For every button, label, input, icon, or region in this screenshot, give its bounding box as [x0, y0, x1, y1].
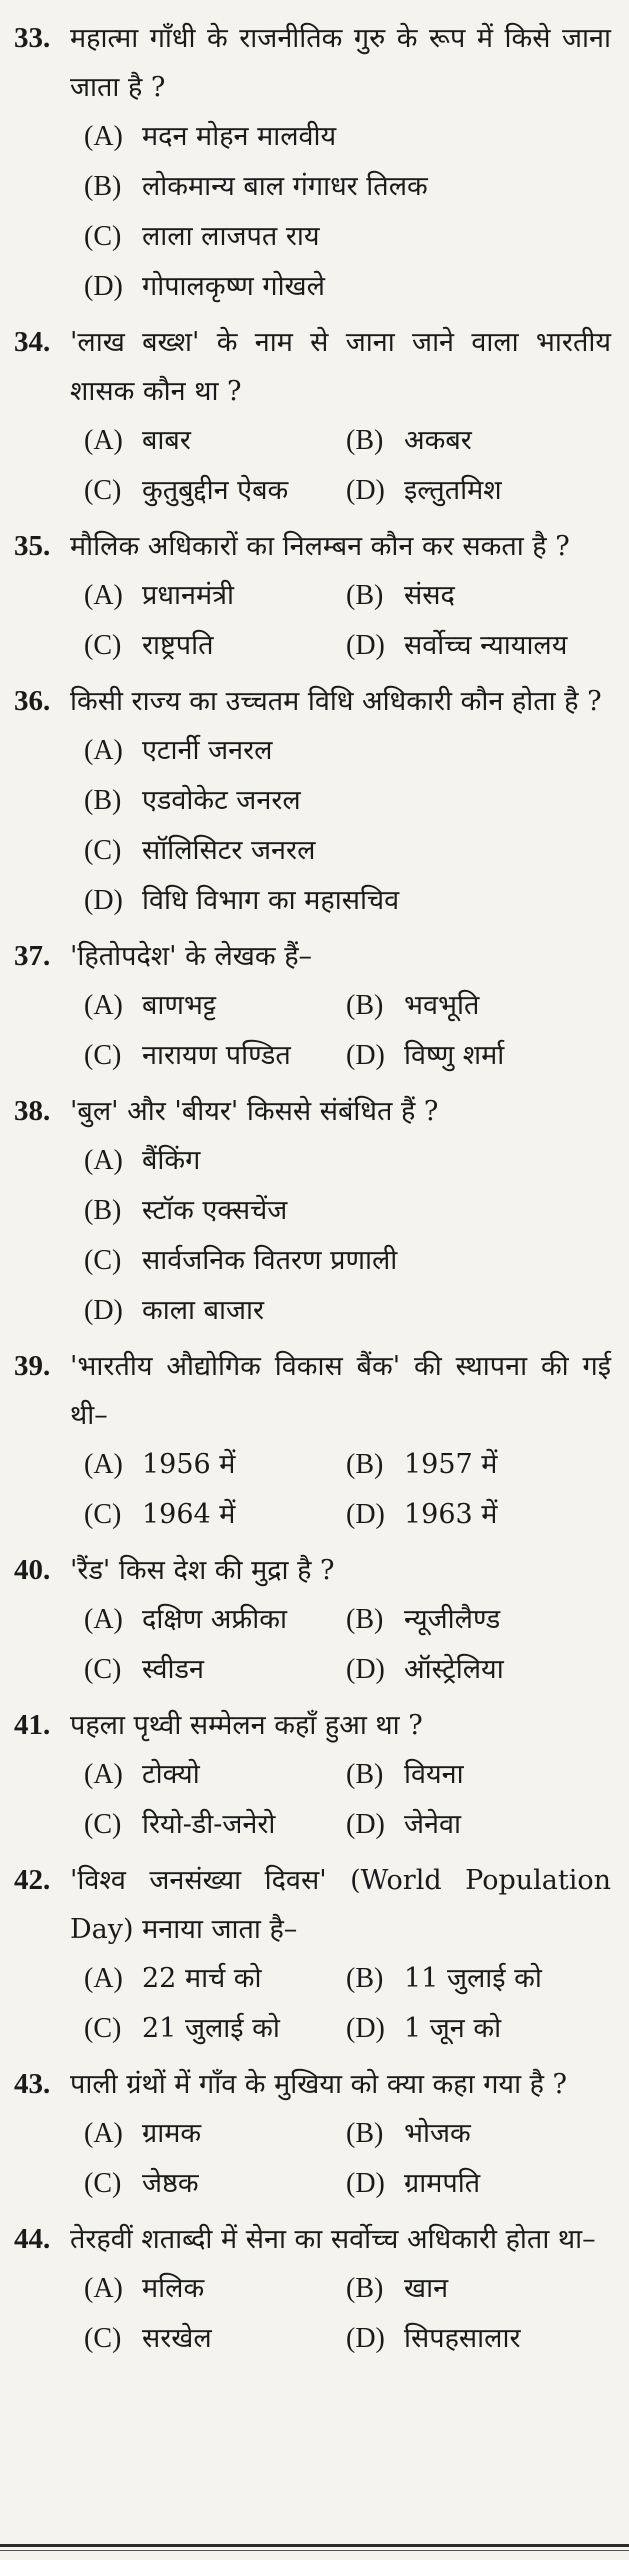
question-text: 'भारतीय औद्योगिक विकास बैंक' की स्थापना की गई थी–	[70, 1351, 611, 1431]
option-label: (C)	[84, 1654, 122, 1685]
option-b[interactable]	[346, 1440, 611, 1490]
option-label: (C)	[84, 1499, 122, 1530]
option-a[interactable]	[84, 1440, 346, 1490]
option-row	[84, 1954, 611, 2004]
question-stem	[14, 14, 611, 112]
question-number: 39.	[14, 1350, 51, 1382]
question-stem	[14, 522, 611, 571]
option-text: मलिक	[142, 2273, 205, 2304]
option-text: नारायण पण्डित	[142, 1040, 291, 1071]
option-row	[84, 1186, 611, 1236]
question-37	[14, 932, 611, 1081]
options	[84, 112, 611, 312]
option-text: राष्ट्रपति	[142, 630, 214, 661]
question-number: 36.	[14, 685, 51, 717]
option-c[interactable]	[84, 212, 611, 262]
option-c[interactable]	[84, 2004, 346, 2054]
question-number: 43.	[14, 2068, 51, 2100]
option-text: न्यूजीलैण्ड	[404, 1604, 501, 1635]
option-row	[84, 2159, 611, 2209]
option-row	[84, 2264, 611, 2314]
question-number: 33.	[14, 22, 51, 54]
option-row	[84, 1236, 611, 1286]
option-b[interactable]	[84, 776, 611, 826]
question-stem	[14, 1546, 611, 1595]
question-stem	[14, 677, 611, 726]
option-label: (B)	[346, 1759, 384, 1790]
option-text: विष्णु शर्मा	[404, 1040, 505, 1071]
option-label: (A)	[84, 2118, 123, 2149]
option-label: (D)	[84, 885, 123, 916]
option-d[interactable]	[84, 1286, 611, 1336]
option-text: 1 जून को	[404, 2013, 502, 2044]
question-text: 'बुल' और 'बीयर' किससे संबंधित हैं ?	[70, 1096, 439, 1127]
option-text: खान	[404, 2273, 449, 2304]
option-a[interactable]	[84, 726, 611, 776]
option-text: इल्तुतमिश	[404, 475, 502, 506]
option-text: एटार्नी जनरल	[142, 735, 273, 766]
options	[84, 1595, 611, 1695]
option-label: (C)	[84, 2168, 122, 2199]
options	[84, 981, 611, 1081]
option-text: भवभूति	[404, 990, 480, 1021]
question-40	[14, 1546, 611, 1695]
option-text: 1956 में	[142, 1449, 236, 1480]
option-row	[84, 416, 611, 466]
option-text: 21 जुलाई को	[142, 2013, 280, 2044]
question-text: मौलिक अधिकारों का निलम्बन कौन कर सकता है ?	[70, 531, 570, 562]
option-label: (D)	[346, 1809, 385, 1840]
options	[84, 1750, 611, 1850]
option-text: 1957 में	[404, 1449, 498, 1480]
option-d[interactable]	[346, 1645, 611, 1695]
option-row	[84, 1800, 611, 1850]
option-text: सिपहसालार	[404, 2323, 521, 2354]
option-a[interactable]	[84, 981, 346, 1031]
option-text: बैंकिंग	[142, 1145, 201, 1176]
option-b[interactable]	[84, 162, 611, 212]
options	[84, 726, 611, 926]
question-text: किसी राज्य का उच्चतम विधि अधिकारी कौन होता है ?	[70, 686, 602, 717]
options	[84, 1440, 611, 1540]
option-label: (A)	[84, 1963, 123, 1994]
question-text: 'लाख बख्श' के नाम से जाना जाने वाला भारतीय शासक कौन था ?	[70, 327, 611, 407]
option-label: (B)	[346, 425, 384, 456]
question-number: 41.	[14, 1709, 51, 1741]
option-row	[84, 621, 611, 671]
option-b[interactable]	[346, 571, 611, 621]
option-label: (A)	[84, 1759, 123, 1790]
option-text: बाबर	[142, 425, 191, 456]
question-text: तेरहवीं शताब्दी में सेना का सर्वोच्च अधिकारी होता था–	[70, 2224, 596, 2255]
option-label: (B)	[346, 1963, 384, 1994]
question-number: 42.	[14, 1864, 51, 1896]
option-d[interactable]	[346, 1490, 611, 1540]
option-text: 22 मार्च को	[142, 1963, 262, 1994]
option-row	[84, 826, 611, 876]
options	[84, 1136, 611, 1336]
option-d[interactable]	[346, 1800, 611, 1850]
option-label: (C)	[84, 221, 122, 252]
option-c[interactable]	[84, 1800, 346, 1850]
option-text: संसद	[404, 580, 455, 611]
question-43	[14, 2060, 611, 2209]
option-label: (D)	[346, 2013, 385, 2044]
option-label: (B)	[346, 580, 384, 611]
options	[84, 571, 611, 671]
option-a[interactable]	[84, 1136, 611, 1186]
question-text: पहला पृथ्वी सम्मेलन कहाँ हुआ था ?	[70, 1710, 423, 1741]
option-b[interactable]	[84, 1186, 611, 1236]
option-text: स्टॉक एक्सचेंज	[142, 1195, 288, 1226]
option-label: (A)	[84, 1145, 123, 1176]
option-a[interactable]	[84, 416, 346, 466]
option-row	[84, 571, 611, 621]
question-text: पाली ग्रंथों में गाँव के मुखिया को क्या कहा गया है ?	[70, 2069, 568, 2100]
option-c[interactable]	[84, 1031, 346, 1081]
option-row	[84, 726, 611, 776]
option-label: (D)	[346, 2168, 385, 2199]
option-b[interactable]	[346, 2109, 611, 2159]
footer-rule-thin	[0, 2550, 629, 2551]
question-stem	[14, 2215, 611, 2264]
option-text: बाणभट्ट	[142, 990, 217, 1021]
option-label: (A)	[84, 2273, 123, 2304]
option-text: 11 जुलाई को	[404, 1963, 542, 1994]
options	[84, 416, 611, 516]
option-label: (B)	[346, 1604, 384, 1635]
option-text: लोकमान्य बाल गंगाधर तिलक	[142, 171, 428, 202]
option-c[interactable]	[84, 1645, 346, 1695]
option-label: (C)	[84, 1809, 122, 1840]
option-label: (D)	[346, 1040, 385, 1071]
option-label: (C)	[84, 475, 122, 506]
option-label: (B)	[346, 1449, 384, 1480]
option-c[interactable]	[84, 2159, 346, 2209]
question-number: 37.	[14, 940, 51, 972]
option-d[interactable]	[84, 876, 611, 926]
option-c[interactable]	[84, 1490, 346, 1540]
option-text: कुतुबुद्दीन ऐबक	[142, 475, 289, 506]
option-text: काला बाजार	[142, 1295, 265, 1326]
question-number: 44.	[14, 2223, 51, 2255]
question-34	[14, 318, 611, 516]
option-row	[84, 466, 611, 516]
option-row	[84, 876, 611, 926]
option-label: (D)	[84, 1295, 123, 1326]
question-number: 35.	[14, 530, 51, 562]
option-a[interactable]	[84, 112, 611, 162]
question-stem	[14, 1856, 611, 1954]
option-text: स्वीडन	[142, 1654, 204, 1685]
question-stem	[14, 318, 611, 416]
option-label: (B)	[346, 2118, 384, 2149]
option-text: 1963 में	[404, 1499, 498, 1530]
option-label: (A)	[84, 1449, 123, 1480]
option-label: (D)	[346, 475, 385, 506]
option-label: (B)	[84, 785, 122, 816]
question-stem	[14, 932, 611, 981]
question-number: 40.	[14, 1554, 51, 1586]
option-row	[84, 1286, 611, 1336]
option-b[interactable]	[346, 1954, 611, 2004]
option-label: (A)	[84, 121, 123, 152]
option-label: (C)	[84, 2013, 122, 2044]
option-label: (C)	[84, 630, 122, 661]
option-row	[84, 162, 611, 212]
option-text: सार्वजनिक वितरण प्रणाली	[142, 1245, 398, 1276]
option-row	[84, 2004, 611, 2054]
option-label: (D)	[346, 2323, 385, 2354]
option-d[interactable]	[346, 2004, 611, 2054]
option-b[interactable]	[346, 981, 611, 1031]
question-number: 34.	[14, 326, 51, 358]
option-label: (A)	[84, 990, 123, 1021]
option-d[interactable]	[346, 1031, 611, 1081]
option-label: (A)	[84, 425, 123, 456]
option-label: (A)	[84, 1604, 123, 1635]
option-label: (B)	[84, 171, 122, 202]
option-row	[84, 112, 611, 162]
options	[84, 2109, 611, 2209]
option-text: दक्षिण अफ्रीका	[142, 1604, 287, 1635]
question-stem	[14, 1342, 611, 1440]
option-a[interactable]	[84, 1595, 346, 1645]
option-text: सरखेल	[142, 2323, 212, 2354]
option-label: (D)	[346, 1499, 385, 1530]
question-stem	[14, 1087, 611, 1136]
option-text: ग्रामपति	[404, 2168, 481, 2199]
option-d[interactable]	[346, 2159, 611, 2209]
option-text: टोक्यो	[142, 1759, 200, 1790]
option-a[interactable]	[84, 2109, 346, 2159]
options	[84, 2264, 611, 2364]
question-44	[14, 2215, 611, 2364]
question-35	[14, 522, 611, 671]
option-text: गोपालकृष्ण गोखले	[142, 271, 325, 302]
option-label: (D)	[84, 271, 123, 302]
option-label: (A)	[84, 735, 123, 766]
option-text: वियना	[404, 1759, 464, 1790]
option-text: जेनेवा	[404, 1809, 462, 1840]
option-row	[84, 1031, 611, 1081]
option-row	[84, 776, 611, 826]
option-d[interactable]	[346, 621, 611, 671]
option-a[interactable]	[84, 1954, 346, 2004]
option-label: (B)	[346, 990, 384, 1021]
option-text: सॉलिसिटर जनरल	[142, 835, 316, 866]
option-d[interactable]	[346, 2314, 611, 2364]
question-stem	[14, 1701, 611, 1750]
option-row	[84, 2314, 611, 2364]
options	[84, 1954, 611, 2054]
option-row	[84, 1136, 611, 1186]
option-text: ऑस्ट्रेलिया	[404, 1654, 504, 1685]
option-d[interactable]	[346, 466, 611, 516]
option-text: 1964 में	[142, 1499, 236, 1530]
footer-rule	[0, 2544, 629, 2547]
option-text: लाला लाजपत राय	[142, 221, 320, 252]
question-text: 'हितोपदेश' के लेखक हैं–	[70, 941, 313, 972]
option-a[interactable]	[84, 2264, 346, 2314]
question-42	[14, 1856, 611, 2054]
option-row	[84, 981, 611, 1031]
question-text: 'रैंड' किस देश की मुद्रा है ?	[70, 1555, 335, 1586]
question-36	[14, 677, 611, 926]
option-text: प्रधानमंत्री	[142, 580, 234, 611]
option-text: रियो-डी-जनेरो	[142, 1809, 276, 1840]
option-label: (A)	[84, 580, 123, 611]
question-41	[14, 1701, 611, 1850]
option-label: (C)	[84, 2323, 122, 2354]
option-text: सर्वोच्च न्यायालय	[404, 630, 568, 661]
option-row	[84, 1595, 611, 1645]
question-number: 38.	[14, 1095, 51, 1127]
option-label: (B)	[346, 2273, 384, 2304]
option-row	[84, 262, 611, 312]
option-c[interactable]	[84, 826, 611, 876]
option-label: (D)	[346, 1654, 385, 1685]
option-b[interactable]	[346, 1750, 611, 1800]
option-text: अकबर	[404, 425, 472, 456]
option-b[interactable]	[346, 2264, 611, 2314]
option-row	[84, 1490, 611, 1540]
option-label: (B)	[84, 1195, 122, 1226]
option-d[interactable]	[84, 262, 611, 312]
question-38	[14, 1087, 611, 1336]
option-label: (C)	[84, 1245, 122, 1276]
option-c[interactable]	[84, 1236, 611, 1286]
option-text: एडवोकेट जनरल	[142, 785, 301, 816]
option-label: (C)	[84, 1040, 122, 1071]
option-text: भोजक	[404, 2118, 471, 2149]
option-text: मदन मोहन मालवीय	[142, 121, 337, 152]
option-b[interactable]	[346, 416, 611, 466]
question-text: महात्मा गाँधी के राजनीतिक गुरु के रूप में किसे जाना जाता है ?	[70, 23, 611, 103]
option-text: जेष्ठक	[142, 2168, 199, 2199]
question-list	[14, 14, 611, 2364]
option-a[interactable]	[84, 571, 346, 621]
option-text: ग्रामक	[142, 2118, 202, 2149]
option-row	[84, 1645, 611, 1695]
option-row	[84, 212, 611, 262]
option-row	[84, 2109, 611, 2159]
option-c[interactable]	[84, 621, 346, 671]
option-label: (D)	[346, 630, 385, 661]
option-row	[84, 1440, 611, 1490]
question-33	[14, 14, 611, 312]
question-text: 'विश्व जनसंख्या दिवस' (World Population Day) मनाया जाता है–	[70, 1865, 611, 1945]
option-a[interactable]	[84, 1750, 346, 1800]
option-label: (C)	[84, 835, 122, 866]
option-c[interactable]	[84, 2314, 346, 2364]
option-c[interactable]	[84, 466, 346, 516]
option-text: विधि विभाग का महासचिव	[142, 885, 400, 916]
option-b[interactable]	[346, 1595, 611, 1645]
option-row	[84, 1750, 611, 1800]
question-stem	[14, 2060, 611, 2109]
question-39	[14, 1342, 611, 1540]
